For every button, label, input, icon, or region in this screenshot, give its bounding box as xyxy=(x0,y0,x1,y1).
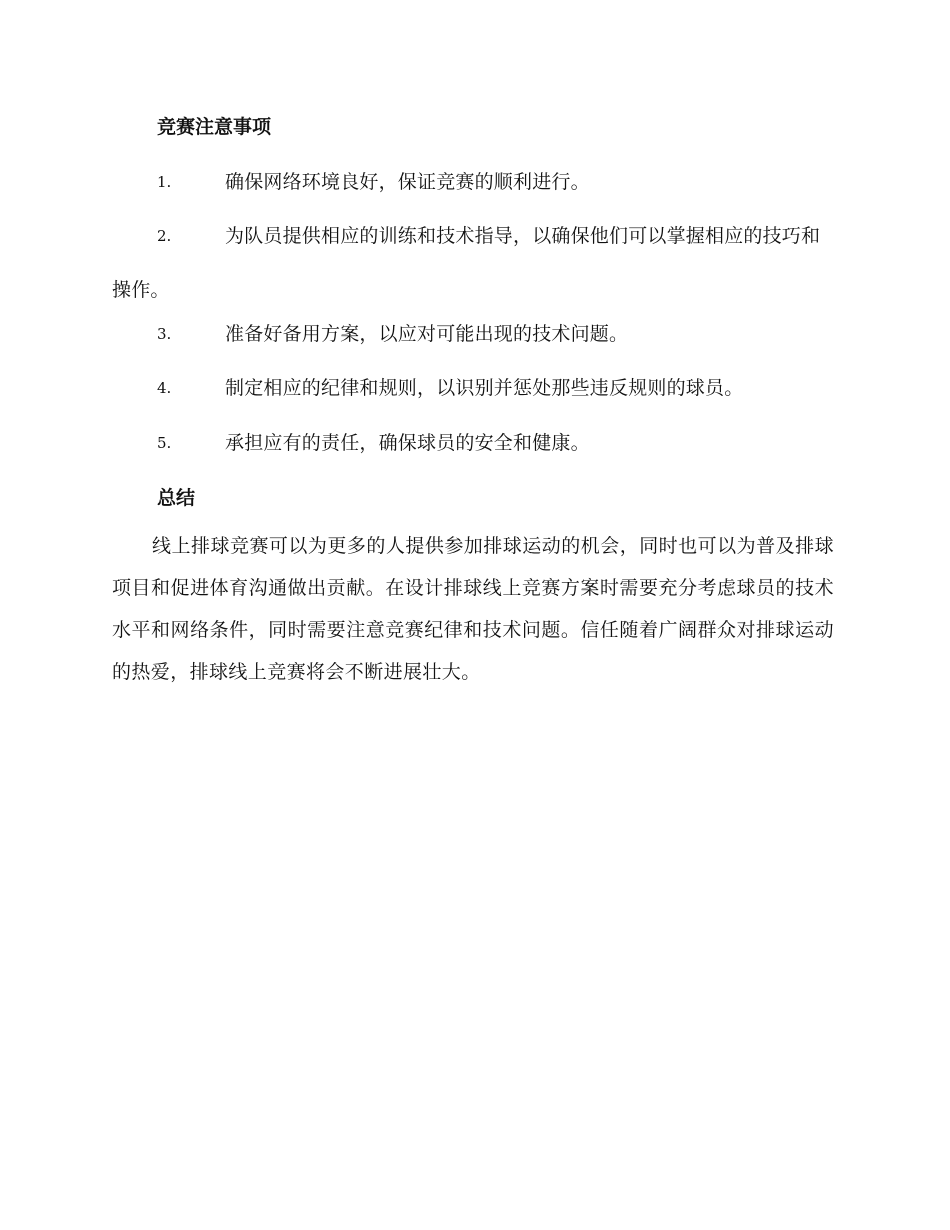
list-item-text: 为队员提供相应的训练和技术指导，以确保他们可以掌握相应的技巧和操作。 xyxy=(112,225,821,301)
list-item xyxy=(112,361,834,415)
list-item-text: 承担应有的责任，确保球员的安全和健康。 xyxy=(225,432,590,454)
list-item xyxy=(112,307,834,361)
list-item xyxy=(112,155,834,209)
list-item-number: 2. xyxy=(157,227,172,245)
list-item-text: 确保网络环境良好，保证竞赛的顺利进行。 xyxy=(225,171,590,193)
summary-paragraph: 线上排球竞赛可以为更多的人提供参加排球运动的机会，同时也可以为普及排球项目和促进体育沟通做出贡献。在设计排球线上竞赛方案时需要充分考虑球员的技术水平和网络条件，同时需要注意竞赛纪律和技术问题。信任随着广阔群众对排球运动的热爱，排球线上竞赛将会不断进展壮大。 xyxy=(112,535,834,683)
list-item-number: 1. xyxy=(157,173,172,191)
list-item-text: 准备好备用方案，以应对可能出现的技术问题。 xyxy=(225,323,629,345)
list-item xyxy=(112,209,834,317)
list-item-text: 制定相应的纪律和规则，以识别并惩处那些违反规则的球员。 xyxy=(225,377,744,399)
section-heading-summary: 总结 xyxy=(157,487,196,509)
list-item-number: 5. xyxy=(157,434,172,452)
list-item-number: 4. xyxy=(157,379,172,397)
section-heading-notes: 竞赛注意事项 xyxy=(157,116,272,138)
list-item-number: 3. xyxy=(157,325,172,343)
list-item xyxy=(112,416,834,470)
